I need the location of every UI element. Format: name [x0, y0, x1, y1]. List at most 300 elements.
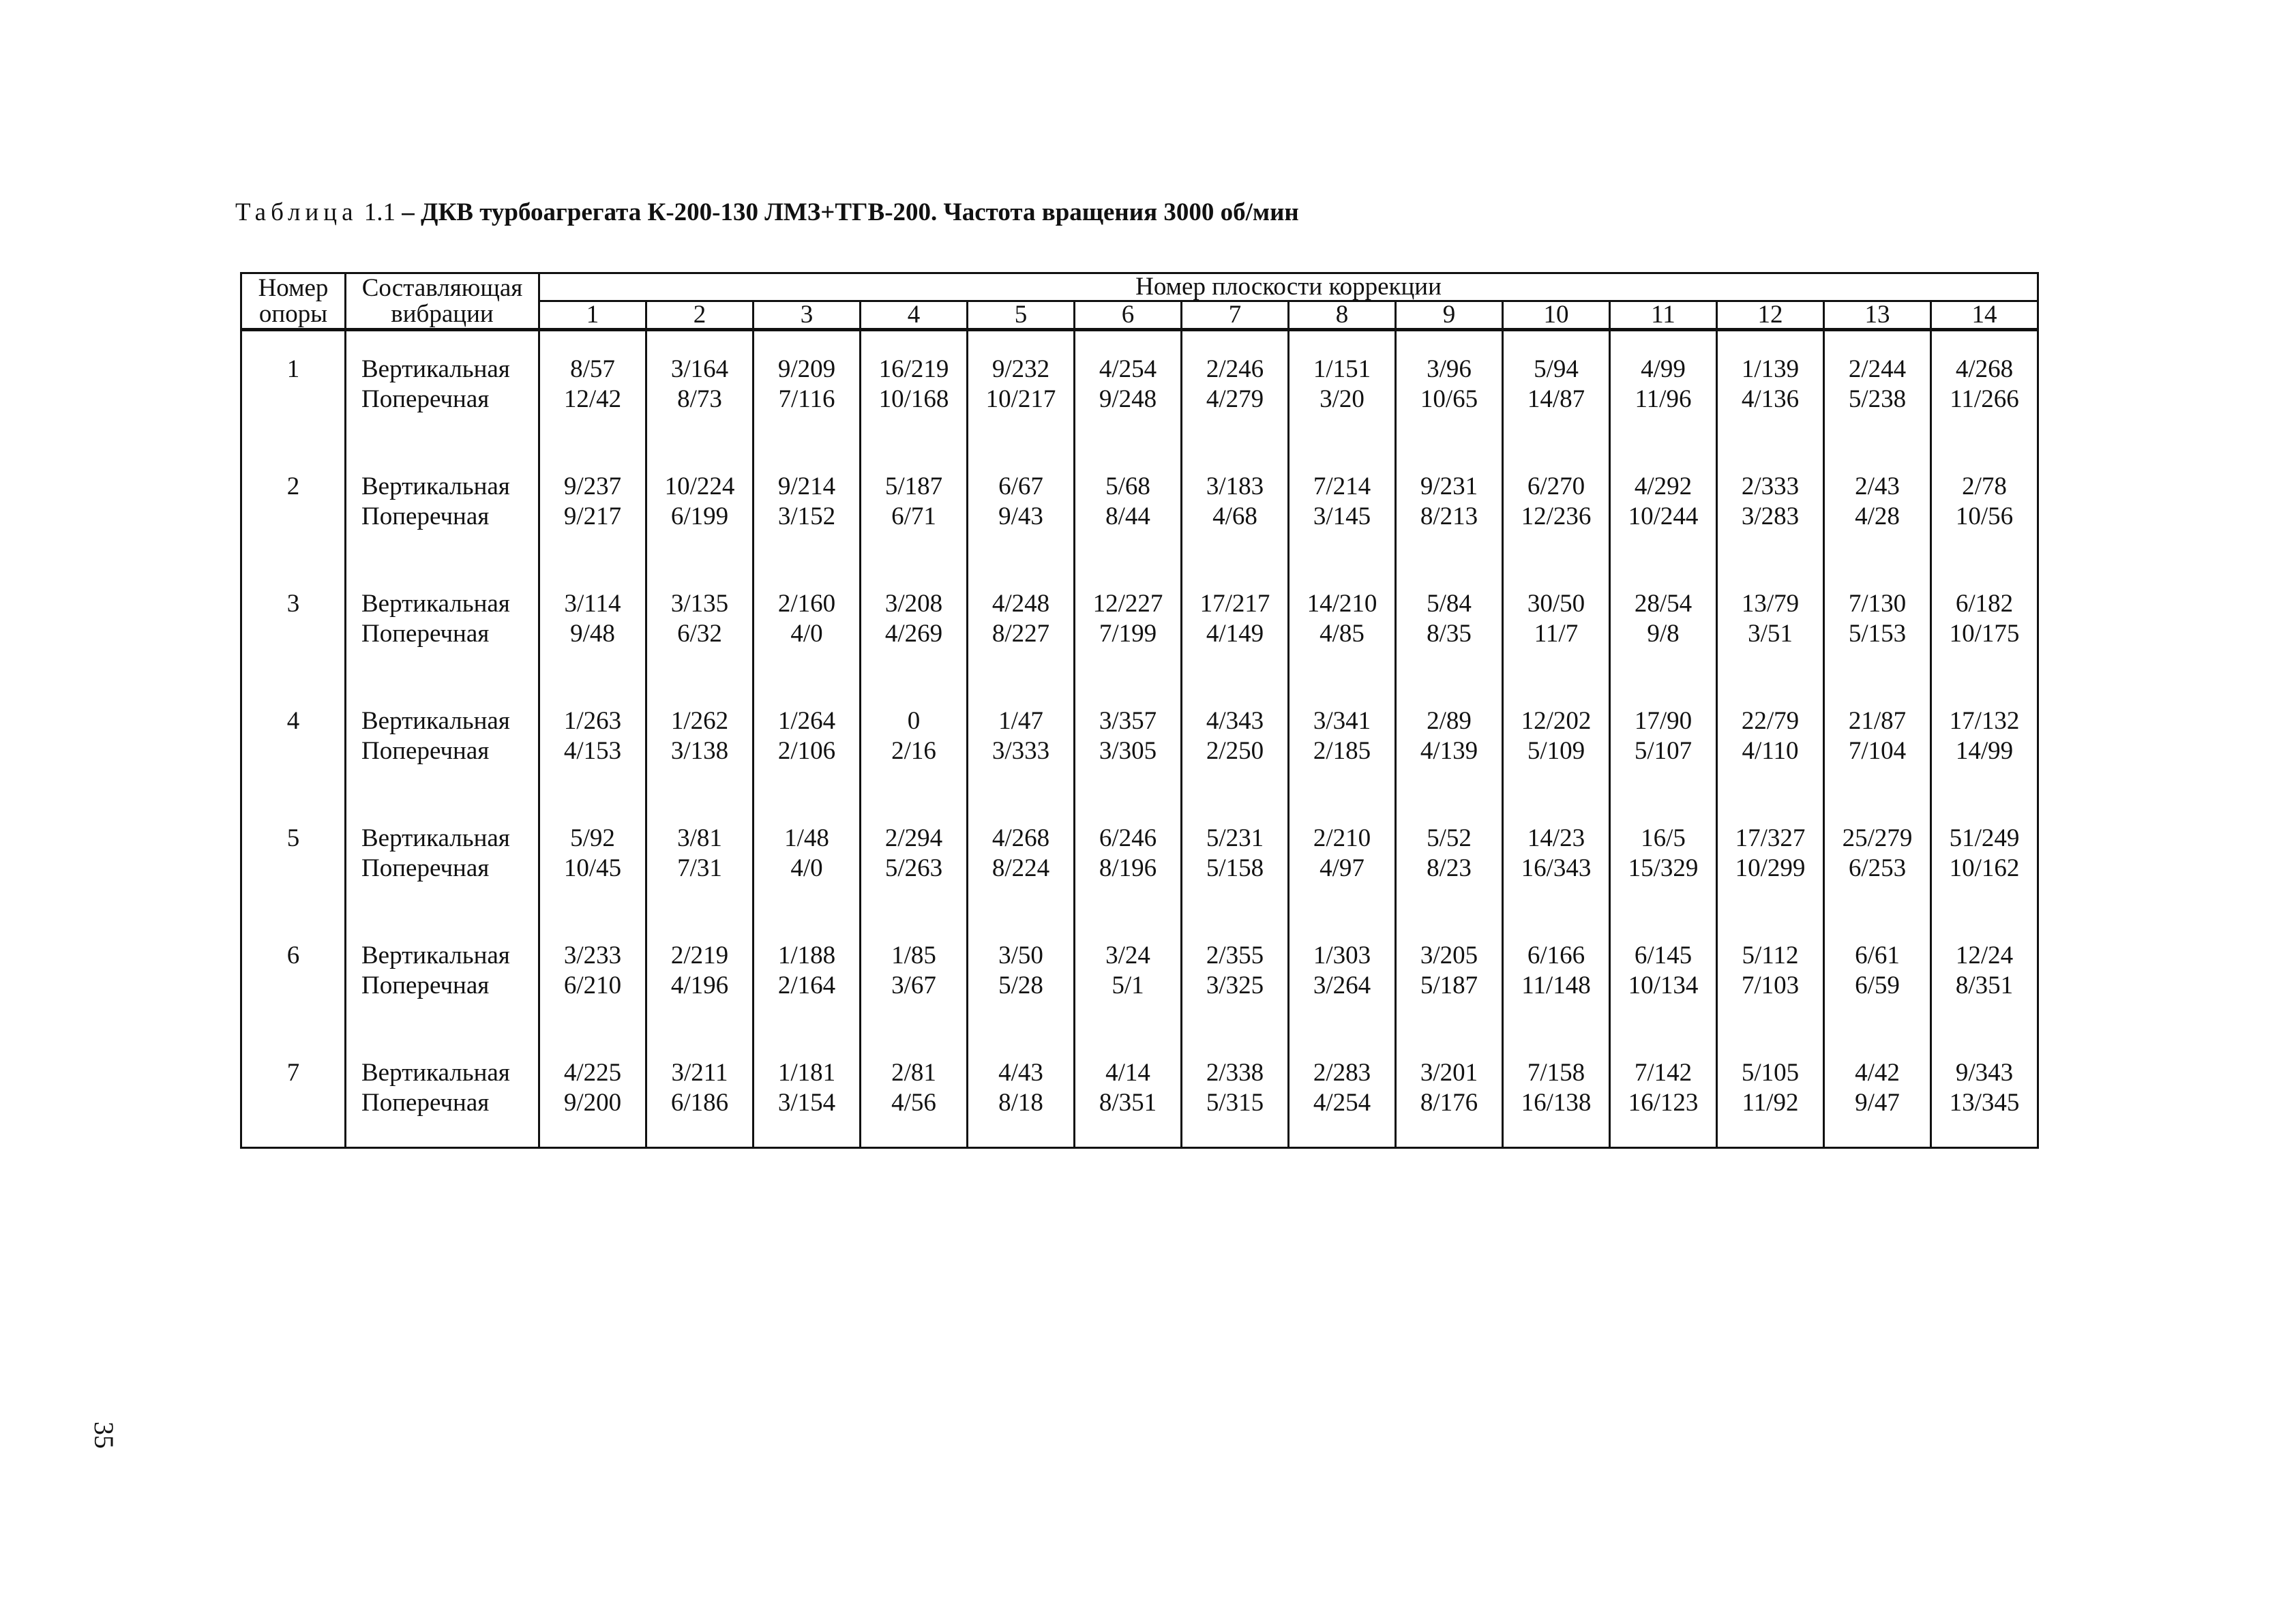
header-plane-10: 10 — [1503, 301, 1610, 330]
vertical-value: 51/249 — [1949, 824, 2020, 852]
value-cell — [1075, 560, 1182, 678]
transverse-value: 4/139 — [1420, 737, 1478, 765]
value-cell — [754, 443, 861, 560]
value-cell — [968, 678, 1075, 795]
vertical-value: 30/50 — [1527, 590, 1585, 618]
value-cell — [1717, 912, 1824, 1029]
value-cell — [754, 1029, 861, 1148]
vertical-value: 2/219 — [670, 942, 729, 969]
transverse-value: 8/73 — [677, 385, 722, 413]
transverse-value: 16/138 — [1521, 1089, 1592, 1117]
header-plane-3: 3 — [754, 301, 861, 330]
vertical-value: 3/201 — [1420, 1059, 1478, 1087]
value-cell — [861, 330, 968, 444]
vertical-value: 1/181 — [777, 1059, 836, 1087]
transverse-value: 4/149 — [1206, 620, 1264, 648]
value-cell — [754, 678, 861, 795]
vertical-value: 4/14 — [1105, 1059, 1150, 1087]
transverse-value: 5/153 — [1848, 620, 1907, 648]
transverse-value: 11/266 — [1950, 385, 2019, 413]
transverse-value: 8/44 — [1105, 502, 1150, 530]
transverse-value: 3/305 — [1099, 737, 1157, 765]
vertical-value: 2/210 — [1313, 824, 1371, 852]
vertical-value: 5/231 — [1206, 824, 1264, 852]
table-row — [241, 560, 2038, 678]
value-cell — [646, 1029, 754, 1148]
vertical-value: 17/90 — [1634, 707, 1693, 735]
transverse-value: 12/42 — [563, 385, 622, 413]
value-cell — [1289, 912, 1396, 1029]
transverse-value: 8/196 — [1099, 854, 1157, 882]
value-cell — [1075, 678, 1182, 795]
transverse-value: 8/351 — [1099, 1089, 1157, 1117]
value-cell — [1610, 795, 1717, 912]
transverse-value: 6/71 — [891, 502, 936, 530]
component-cell — [346, 560, 539, 678]
value-cell — [754, 795, 861, 912]
value-cell — [539, 795, 646, 912]
value-cell — [539, 1029, 646, 1148]
header-plane-14: 14 — [1931, 301, 2038, 330]
vertical-value: 16/219 — [878, 355, 949, 383]
transverse-value: 8/176 — [1420, 1089, 1478, 1117]
component-cell — [346, 678, 539, 795]
vertical-label: Вертикальная — [361, 707, 510, 735]
transverse-value: 10/299 — [1735, 854, 1806, 882]
value-cell — [646, 443, 754, 560]
transverse-value: 7/116 — [778, 385, 835, 413]
vertical-value: 4/42 — [1855, 1059, 1900, 1087]
value-cell — [646, 795, 754, 912]
vertical-label: Вертикальная — [361, 355, 510, 383]
transverse-value: 9/8 — [1647, 620, 1680, 648]
support-number-cell — [241, 795, 346, 912]
vertical-value: 4/254 — [1099, 355, 1157, 383]
dkv-table — [240, 272, 2039, 1149]
transverse-value: 10/65 — [1420, 385, 1478, 413]
support-number-cell — [241, 443, 346, 560]
vertical-value: 2/160 — [777, 590, 836, 618]
value-cell — [968, 795, 1075, 912]
table-row — [241, 795, 2038, 912]
vertical-value: 3/50 — [998, 942, 1043, 969]
value-cell — [1717, 1029, 1824, 1148]
header-planes-title: Номер плоскости коррекции — [539, 273, 2038, 301]
transverse-label: Поперечная — [361, 620, 490, 648]
value-cell — [646, 678, 754, 795]
vertical-label: Вертикальная — [361, 590, 510, 618]
value-cell — [1503, 912, 1610, 1029]
vertical-value: 5/187 — [884, 472, 943, 500]
transverse-value: 2/164 — [777, 972, 836, 999]
support-number: 3 — [286, 590, 300, 618]
transverse-value: 3/138 — [670, 737, 729, 765]
vertical-value: 12/227 — [1092, 590, 1163, 618]
transverse-value: 10/217 — [985, 385, 1056, 413]
caption-text: – ДКВ турбоагрегата К-200-130 ЛМЗ+ТГВ-200. Частота вращения 3000 об/мин — [402, 198, 1299, 226]
value-cell — [1396, 443, 1503, 560]
vertical-value: 2/78 — [1962, 472, 2007, 500]
vertical-value: 2/43 — [1855, 472, 1900, 500]
transverse-value: 2/250 — [1206, 737, 1264, 765]
value-cell — [1182, 330, 1289, 444]
support-number-cell — [241, 330, 346, 444]
value-cell — [646, 912, 754, 1029]
vertical-value: 14/23 — [1527, 824, 1585, 852]
transverse-label: Поперечная — [361, 1089, 490, 1117]
support-number: 7 — [286, 1059, 300, 1087]
transverse-value: 8/213 — [1420, 502, 1478, 530]
vertical-value: 5/112 — [1742, 942, 1799, 969]
transverse-value: 16/123 — [1628, 1089, 1699, 1117]
vertical-value: 8/57 — [570, 355, 615, 383]
transverse-value: 6/59 — [1855, 972, 1900, 999]
vertical-value: 22/79 — [1741, 707, 1800, 735]
component-cell — [346, 1029, 539, 1148]
transverse-value: 3/264 — [1313, 972, 1371, 999]
vertical-value: 9/209 — [777, 355, 836, 383]
value-cell — [968, 560, 1075, 678]
transverse-value: 15/329 — [1628, 854, 1699, 882]
vertical-value: 1/48 — [784, 824, 829, 852]
value-cell — [1824, 795, 1931, 912]
transverse-value: 4/279 — [1206, 385, 1264, 413]
value-cell — [1396, 795, 1503, 912]
value-cell — [861, 1029, 968, 1148]
vertical-value: 17/132 — [1949, 707, 2020, 735]
component-cell — [346, 443, 539, 560]
transverse-value: 11/148 — [1521, 972, 1591, 999]
vertical-value: 7/130 — [1848, 590, 1907, 618]
transverse-value: 10/162 — [1949, 854, 2020, 882]
value-cell — [861, 443, 968, 560]
value-cell — [1824, 1029, 1931, 1148]
value-cell — [968, 330, 1075, 444]
vertical-value: 6/61 — [1855, 942, 1900, 969]
value-cell — [1503, 678, 1610, 795]
vertical-value: 5/68 — [1105, 472, 1150, 500]
vertical-value: 4/99 — [1641, 355, 1686, 383]
vertical-value: 3/205 — [1420, 942, 1478, 969]
vertical-value: 21/87 — [1848, 707, 1907, 735]
vertical-value: 0 — [907, 707, 921, 735]
transverse-value: 14/99 — [1955, 737, 2014, 765]
vertical-value: 2/294 — [884, 824, 943, 852]
vertical-value: 3/341 — [1313, 707, 1371, 735]
transverse-value: 5/28 — [998, 972, 1043, 999]
vertical-value: 4/248 — [992, 590, 1050, 618]
transverse-value: 9/217 — [563, 502, 622, 530]
vertical-value: 14/210 — [1307, 590, 1377, 618]
vertical-value: 3/233 — [563, 942, 622, 969]
vertical-value: 5/92 — [570, 824, 615, 852]
vertical-value: 3/208 — [884, 590, 943, 618]
transverse-value: 4/85 — [1320, 620, 1365, 648]
transverse-value: 8/227 — [992, 620, 1050, 648]
value-cell — [646, 330, 754, 444]
vertical-value: 2/338 — [1206, 1059, 1264, 1087]
vertical-value: 3/211 — [671, 1059, 728, 1087]
vertical-value: 9/232 — [992, 355, 1050, 383]
transverse-value: 5/107 — [1634, 737, 1693, 765]
header-plane-5: 5 — [968, 301, 1075, 330]
value-cell — [1610, 1029, 1717, 1148]
vertical-value: 16/5 — [1641, 824, 1686, 852]
vertical-value: 4/43 — [998, 1059, 1043, 1087]
transverse-value: 11/92 — [1742, 1089, 1799, 1117]
transverse-label: Поперечная — [361, 502, 490, 530]
vertical-value: 2/244 — [1848, 355, 1907, 383]
transverse-value: 16/343 — [1521, 854, 1592, 882]
support-number: 1 — [286, 355, 300, 383]
vertical-value: 1/303 — [1313, 942, 1371, 969]
value-cell — [1717, 560, 1824, 678]
support-number-cell — [241, 678, 346, 795]
vertical-label: Вертикальная — [361, 942, 510, 969]
vertical-value: 25/279 — [1842, 824, 1913, 852]
vertical-value: 4/343 — [1206, 707, 1264, 735]
vertical-value: 9/231 — [1420, 472, 1478, 500]
vertical-value: 6/246 — [1099, 824, 1157, 852]
transverse-value: 3/333 — [992, 737, 1050, 765]
vertical-value: 2/333 — [1741, 472, 1800, 500]
value-cell — [861, 560, 968, 678]
value-cell — [1396, 560, 1503, 678]
transverse-value: 3/67 — [891, 972, 936, 999]
vertical-value: 5/84 — [1427, 590, 1472, 618]
vertical-value: 1/264 — [777, 707, 836, 735]
vertical-value: 3/81 — [677, 824, 722, 852]
transverse-label: Поперечная — [361, 854, 490, 882]
value-cell — [754, 560, 861, 678]
vertical-value: 3/357 — [1099, 707, 1157, 735]
value-cell — [1396, 678, 1503, 795]
value-cell — [1289, 1029, 1396, 1148]
value-cell — [1182, 560, 1289, 678]
value-cell — [539, 678, 646, 795]
table-caption — [235, 198, 1299, 227]
support-number-cell — [241, 912, 346, 1029]
vertical-value: 2/283 — [1313, 1059, 1371, 1087]
value-cell — [968, 912, 1075, 1029]
transverse-value: 3/145 — [1313, 502, 1371, 530]
table-row — [241, 678, 2038, 795]
value-cell — [1182, 443, 1289, 560]
value-cell — [1717, 678, 1824, 795]
transverse-value: 4/97 — [1320, 854, 1365, 882]
component-cell — [346, 330, 539, 444]
value-cell — [1289, 678, 1396, 795]
transverse-value: 6/199 — [670, 502, 729, 530]
value-cell — [1824, 443, 1931, 560]
table-body — [241, 330, 2038, 1148]
transverse-value: 9/47 — [1855, 1089, 1900, 1117]
value-cell — [1717, 795, 1824, 912]
value-cell — [754, 330, 861, 444]
value-cell — [1289, 795, 1396, 912]
transverse-value: 4/0 — [790, 854, 823, 882]
transverse-value: 8/23 — [1427, 854, 1472, 882]
transverse-value: 13/345 — [1949, 1089, 2020, 1117]
value-cell — [1931, 1029, 2038, 1148]
vertical-value: 1/85 — [891, 942, 936, 969]
support-number: 6 — [286, 942, 300, 969]
transverse-value: 7/103 — [1741, 972, 1800, 999]
support-number: 5 — [286, 824, 300, 852]
transverse-value: 4/56 — [891, 1089, 936, 1117]
header-plane-11: 11 — [1610, 301, 1717, 330]
vertical-value: 6/270 — [1527, 472, 1585, 500]
caption-prefix: Таблица — [235, 198, 358, 226]
value-cell — [1503, 795, 1610, 912]
transverse-value: 3/20 — [1320, 385, 1365, 413]
value-cell — [1289, 330, 1396, 444]
value-cell — [968, 1029, 1075, 1148]
page-number: 35 — [89, 1421, 119, 1449]
vertical-value: 5/94 — [1534, 355, 1579, 383]
value-cell — [1931, 795, 2038, 912]
transverse-value: 14/87 — [1527, 385, 1585, 413]
transverse-value: 2/185 — [1313, 737, 1371, 765]
value-cell — [1610, 560, 1717, 678]
header-plane-8: 8 — [1289, 301, 1396, 330]
transverse-value: 11/96 — [1635, 385, 1692, 413]
transverse-value: 5/1 — [1112, 972, 1144, 999]
transverse-value: 7/31 — [677, 854, 722, 882]
vertical-value: 5/52 — [1427, 824, 1472, 852]
transverse-value: 5/238 — [1848, 385, 1907, 413]
vertical-value: 13/79 — [1741, 590, 1800, 618]
value-cell — [1824, 912, 1931, 1029]
transverse-label: Поперечная — [361, 737, 490, 765]
caption-number: 1.1 — [363, 198, 396, 226]
value-cell — [1182, 678, 1289, 795]
value-cell — [646, 560, 754, 678]
value-cell — [754, 912, 861, 1029]
vertical-value: 9/237 — [563, 472, 622, 500]
table-row — [241, 1029, 2038, 1148]
transverse-value: 5/263 — [884, 854, 943, 882]
value-cell — [1824, 678, 1931, 795]
header-component: Составляющая вибрации — [346, 273, 539, 330]
support-number-cell — [241, 1029, 346, 1148]
transverse-value: 11/7 — [1534, 620, 1579, 648]
value-cell — [1931, 678, 2038, 795]
transverse-value: 3/283 — [1741, 502, 1800, 530]
value-cell — [1931, 443, 2038, 560]
vertical-value: 6/67 — [998, 472, 1043, 500]
vertical-value: 2/81 — [891, 1059, 936, 1087]
value-cell — [1075, 443, 1182, 560]
transverse-value: 8/224 — [992, 854, 1050, 882]
transverse-value: 10/168 — [878, 385, 949, 413]
vertical-value: 9/214 — [777, 472, 836, 500]
vertical-value: 1/263 — [563, 707, 622, 735]
component-cell — [346, 912, 539, 1029]
header-plane-1: 1 — [539, 301, 646, 330]
vertical-value: 6/145 — [1634, 942, 1693, 969]
transverse-label: Поперечная — [361, 385, 490, 413]
component-cell — [346, 795, 539, 912]
vertical-value: 7/158 — [1527, 1059, 1585, 1087]
vertical-value: 4/225 — [563, 1059, 622, 1087]
value-cell — [1824, 330, 1931, 444]
value-cell — [539, 560, 646, 678]
table-row — [241, 912, 2038, 1029]
vertical-value: 7/142 — [1634, 1059, 1693, 1087]
vertical-value: 3/135 — [670, 590, 729, 618]
vertical-value: 6/166 — [1527, 942, 1585, 969]
vertical-value: 3/96 — [1427, 355, 1472, 383]
vertical-value: 6/182 — [1955, 590, 2014, 618]
transverse-value: 4/0 — [790, 620, 823, 648]
value-cell — [861, 912, 968, 1029]
header-plane-7: 7 — [1182, 301, 1289, 330]
value-cell — [539, 912, 646, 1029]
transverse-value: 6/253 — [1848, 854, 1907, 882]
value-cell — [1717, 443, 1824, 560]
value-cell — [539, 330, 646, 444]
vertical-label: Вертикальная — [361, 824, 510, 852]
transverse-value: 4/136 — [1741, 385, 1800, 413]
value-cell — [861, 795, 968, 912]
value-cell — [1717, 330, 1824, 444]
vertical-value: 4/268 — [1955, 355, 2014, 383]
value-cell — [1503, 443, 1610, 560]
vertical-value: 5/105 — [1741, 1059, 1800, 1087]
value-cell — [1289, 443, 1396, 560]
transverse-value: 2/16 — [891, 737, 936, 765]
table-row — [241, 443, 2038, 560]
vertical-value: 1/47 — [998, 707, 1043, 735]
value-cell — [1610, 678, 1717, 795]
value-cell — [1503, 330, 1610, 444]
transverse-value: 5/187 — [1420, 972, 1478, 999]
transverse-value: 6/186 — [670, 1089, 729, 1117]
transverse-value: 5/315 — [1206, 1089, 1264, 1117]
value-cell — [1396, 912, 1503, 1029]
value-cell — [1610, 912, 1717, 1029]
vertical-value: 1/262 — [670, 707, 729, 735]
transverse-value: 3/325 — [1206, 972, 1264, 999]
transverse-value: 8/35 — [1427, 620, 1472, 648]
vertical-value: 28/54 — [1634, 590, 1693, 618]
transverse-value: 9/48 — [570, 620, 615, 648]
value-cell — [1075, 330, 1182, 444]
vertical-value: 1/139 — [1741, 355, 1800, 383]
table-row — [241, 330, 2038, 444]
transverse-value: 9/200 — [563, 1089, 622, 1117]
value-cell — [1075, 795, 1182, 912]
table-header — [241, 273, 2038, 330]
transverse-value: 2/106 — [777, 737, 836, 765]
header-plane-13: 13 — [1824, 301, 1931, 330]
vertical-value: 2/246 — [1206, 355, 1264, 383]
transverse-value: 8/351 — [1955, 972, 2014, 999]
vertical-value: 3/24 — [1105, 942, 1150, 969]
vertical-value: 2/355 — [1206, 942, 1264, 969]
transverse-value: 4/153 — [563, 737, 622, 765]
value-cell — [1289, 560, 1396, 678]
transverse-value: 4/110 — [1742, 737, 1799, 765]
header-plane-9: 9 — [1396, 301, 1503, 330]
transverse-value: 3/51 — [1748, 620, 1793, 648]
vertical-value: 2/89 — [1427, 707, 1472, 735]
transverse-value: 10/244 — [1628, 502, 1699, 530]
vertical-value: 17/327 — [1735, 824, 1806, 852]
value-cell — [1824, 560, 1931, 678]
vertical-value: 1/151 — [1313, 355, 1371, 383]
